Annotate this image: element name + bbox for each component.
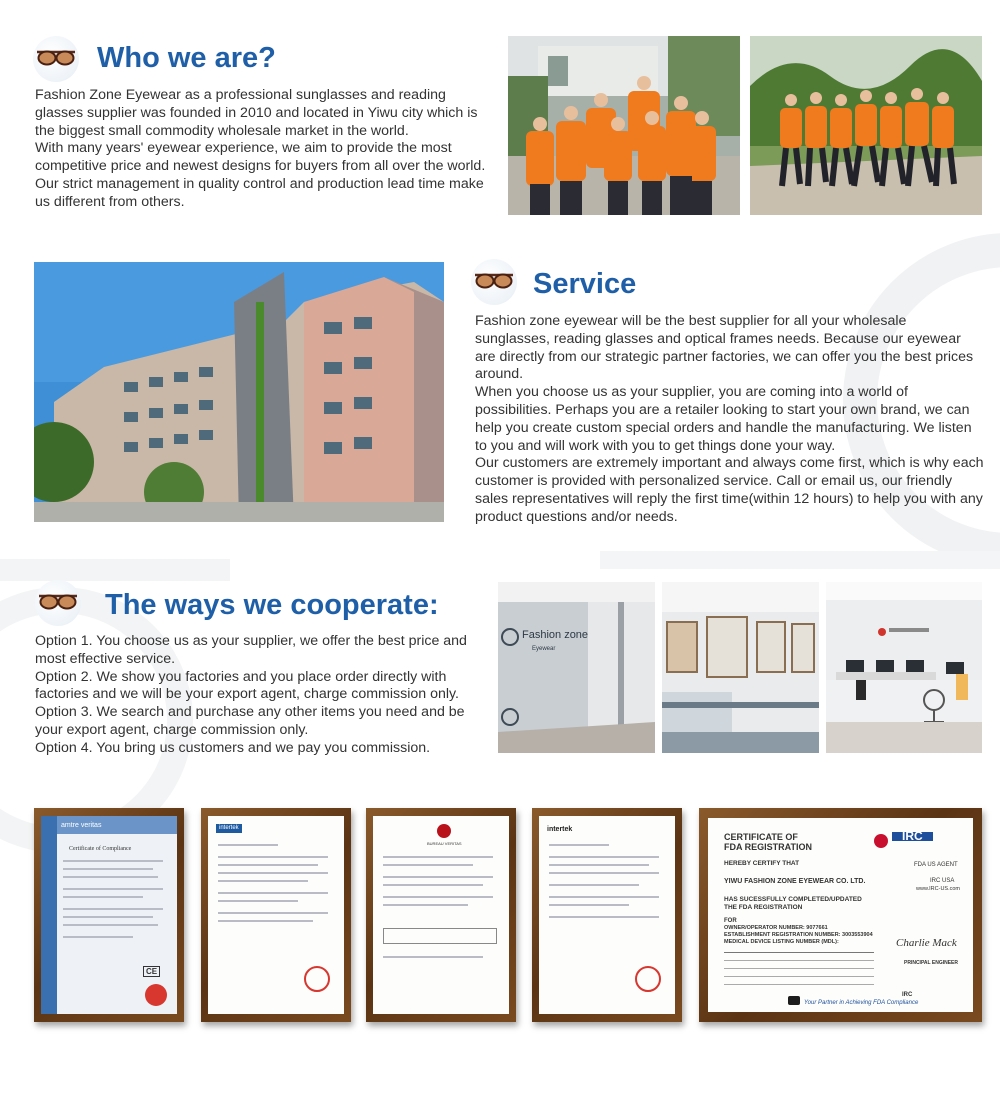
sunglasses-badge bbox=[35, 580, 81, 626]
office-sign-sub: Eyewear bbox=[532, 646, 556, 652]
fda-footer-tag: Your Partner in Achieving FDA Compliance bbox=[804, 1000, 919, 1006]
fda-signature: Charlie Mack bbox=[896, 937, 957, 949]
option-item: Option 1. You choose us as your supplier, we offer the best price and most effective service. bbox=[35, 633, 467, 667]
cert1-logo: amtre veritas bbox=[61, 822, 102, 829]
certificate-frame-fda bbox=[699, 808, 982, 1022]
option-item: Option 3. We search and purchase any other items you need and be your export agent, charge commission only. bbox=[35, 704, 465, 738]
team-photo-1 bbox=[508, 36, 740, 215]
bureau-veritas-logo-icon bbox=[437, 824, 451, 838]
irc-url: www.IRC-US.com bbox=[916, 886, 961, 892]
certificate-frame-3 bbox=[366, 808, 516, 1022]
cert4-logo: intertek bbox=[547, 826, 573, 833]
fda-certify: HEREBY CERTIFY THAT bbox=[724, 860, 800, 867]
fda-title-2: FDA REGISTRATION bbox=[724, 842, 812, 852]
irc-logo: IRC bbox=[892, 832, 933, 841]
fda-status-2: THE FDA REGISTRATION bbox=[724, 904, 803, 911]
option-item: Option 2. We show you factories and you place order directly with factories and we will be your export agent, charge commission only. bbox=[35, 668, 459, 703]
certificate-frame-2 bbox=[201, 808, 351, 1022]
office-entrance-photo bbox=[498, 582, 655, 753]
cooperate-title: The ways we cooperate: bbox=[105, 589, 439, 621]
who-title: Who we are? bbox=[97, 42, 276, 74]
sunglasses-icon bbox=[471, 259, 517, 305]
workspace-photo bbox=[826, 582, 982, 753]
fda-company: YIWU FASHION ZONE EYEWEAR CO. LTD. bbox=[724, 878, 866, 885]
who-text bbox=[35, 87, 495, 212]
service-paragraph: When you choose us as your supplier, you are coming into a world of possibilities. Perhaps you are a retailer looking to start your own brand, we can help you create custom special orders and handle the manufacturing. We listen to you and will work with you to get things done your way. bbox=[475, 384, 972, 454]
sunglasses-badge bbox=[33, 36, 79, 82]
red-stamp-icon bbox=[304, 966, 330, 992]
who-paragraph: Fashion Zone Eyewear as a professional sunglasses and reading glasses supplier was founded in 2010 and located in Yiwu city which is the biggest small commodity wholesale market in the world. bbox=[35, 87, 478, 139]
irc-footer-icon bbox=[788, 996, 800, 1005]
cert1-ce-badge: CE bbox=[143, 966, 160, 977]
who-paragraph: With many years' eyewear experience, we aim to provide the most competitive price and newest designs for buyers from all over the world. Our strict management in quality control and production lead time make us different from others. bbox=[35, 140, 486, 210]
fda-status-1: HAS SUCESSFULLY COMPLETED/UPDATED bbox=[724, 896, 862, 903]
irc-logo-icon bbox=[874, 834, 888, 848]
fda-establishment: ESTABLISHMENT REGISTRATION NUMBER: 3003553904 bbox=[724, 932, 873, 938]
red-stamp-icon bbox=[635, 966, 661, 992]
factory-building-photo bbox=[34, 262, 444, 522]
sunglasses-icon bbox=[33, 36, 79, 82]
cert3-logo: BUREAU VERITAS bbox=[427, 841, 462, 846]
cert2-logo: intertek bbox=[216, 824, 242, 833]
service-text bbox=[475, 313, 985, 527]
cooperate-options bbox=[35, 633, 485, 758]
sunglasses-icon bbox=[35, 580, 81, 626]
fda-title-1: CERTIFICATE OF bbox=[724, 832, 798, 842]
fda-agent: FDA US AGENT bbox=[914, 862, 958, 868]
office-sign-brand: Fashion zone bbox=[522, 629, 589, 641]
fda-owner: OWNER/OPERATOR NUMBER: 9077661 bbox=[724, 925, 828, 931]
showroom-photo bbox=[662, 582, 819, 753]
fda-signer: PRINCIPAL ENGINEER bbox=[904, 960, 958, 966]
certificate-frame-1 bbox=[34, 808, 184, 1022]
option-item: Option 4. You bring us customers and we pay you commission. bbox=[35, 739, 431, 756]
fda-for: FOR bbox=[724, 918, 737, 924]
irc-usa: IRC USA bbox=[930, 878, 955, 884]
red-seal-icon bbox=[145, 984, 167, 1006]
service-paragraph: Fashion zone eyewear will be the best supplier for all your wholesale sunglasses, reading glasses and optical frames needs. Because our eyewear are directly from our strategic partner factories, we can offer you the best prices around. bbox=[475, 313, 974, 383]
fda-listing: MEDICAL DEVICE LISTING NUMBER (MDL): bbox=[724, 939, 839, 945]
team-photo-2 bbox=[750, 36, 982, 215]
certificate-frame-4 bbox=[532, 808, 682, 1022]
service-title: Service bbox=[533, 268, 637, 300]
service-paragraph: Our customers are extremely important and always come first, which is why each customer is provided with personalized service. Call or email us, our friendly sales representatives will reply the first time(within 12 hours) to help you with any product questions and/or needs. bbox=[475, 455, 984, 525]
fda-footer-brand: IRC bbox=[902, 992, 913, 998]
cert1-title: Certificate of Compliance bbox=[69, 846, 132, 852]
sunglasses-badge bbox=[471, 259, 517, 305]
